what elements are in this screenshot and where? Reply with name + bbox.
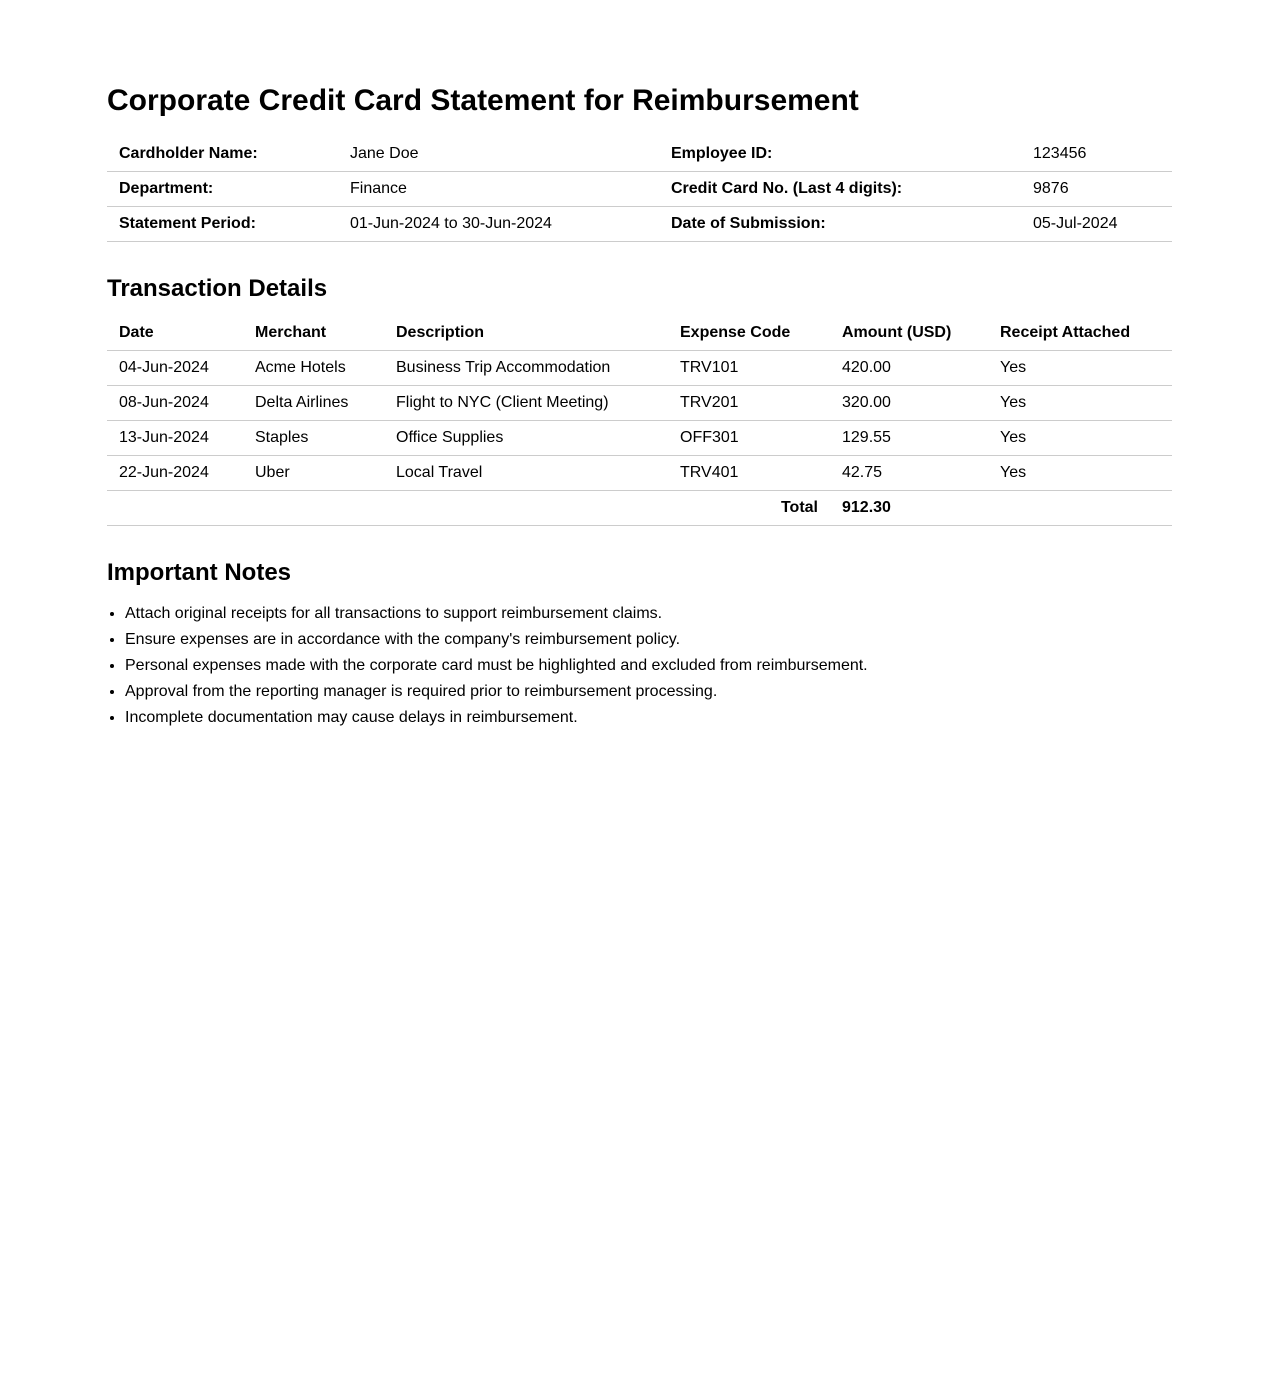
tx-date: 08-Jun-2024 xyxy=(107,386,243,421)
tx-description: Office Supplies xyxy=(384,421,668,456)
transactions-heading: Transaction Details xyxy=(107,274,328,302)
column-header-amount: Amount (USD) xyxy=(830,316,988,351)
tx-date: 13-Jun-2024 xyxy=(107,421,243,456)
tx-amount: 129.55 xyxy=(830,421,988,456)
table-row xyxy=(107,421,1172,456)
info-row xyxy=(107,137,1172,172)
statement-info-table xyxy=(107,137,1172,242)
tx-merchant: Acme Hotels xyxy=(243,351,384,386)
tx-date: 04-Jun-2024 xyxy=(107,351,243,386)
tx-date: 22-Jun-2024 xyxy=(107,456,243,491)
tx-receipt-attached: Yes xyxy=(988,386,1172,421)
info-label-statement-period: Statement Period: xyxy=(107,206,338,241)
tx-receipt-attached: Yes xyxy=(988,351,1172,386)
info-value-department: Finance xyxy=(338,171,659,206)
column-header-expense-code: Expense Code xyxy=(668,316,830,351)
tx-merchant: Delta Airlines xyxy=(243,386,384,421)
info-row xyxy=(107,206,1172,241)
column-header-receipt-attached: Receipt Attached xyxy=(988,316,1172,351)
tx-receipt-attached: Yes xyxy=(988,456,1172,491)
total-row xyxy=(107,491,1172,526)
column-header-description: Description xyxy=(384,316,668,351)
tx-expense-code: TRV101 xyxy=(668,351,830,386)
tx-amount: 320.00 xyxy=(830,386,988,421)
total-value: 912.30 xyxy=(830,491,988,526)
column-header-merchant: Merchant xyxy=(243,316,384,351)
note-item: • Personal expenses made with the corporate card must be highlighted and excluded from reimbursement. xyxy=(125,653,1172,679)
note-item: • Incomplete documentation may cause delays in reimbursement. xyxy=(125,705,1172,731)
tx-description: Flight to NYC (Client Meeting) xyxy=(384,386,668,421)
table-row xyxy=(107,386,1172,421)
info-value-statement-period: 01-Jun-2024 to 30-Jun-2024 xyxy=(338,206,659,241)
info-label-employee-id: Employee ID: xyxy=(659,137,1021,172)
note-item: • Ensure expenses are in accordance with the company's reimbursement policy. xyxy=(125,627,1172,653)
table-row xyxy=(107,456,1172,491)
transactions-table xyxy=(107,316,1172,526)
info-value-cardholder-name: Jane Doe xyxy=(338,137,659,172)
tx-description: Local Travel xyxy=(384,456,668,491)
info-label-department: Department: xyxy=(107,171,338,206)
total-label: Total xyxy=(107,491,830,526)
info-label-cardholder-name: Cardholder Name: xyxy=(107,137,338,172)
tx-receipt-attached: Yes xyxy=(988,421,1172,456)
info-label-submission-date: Date of Submission: xyxy=(659,206,1021,241)
table-row xyxy=(107,351,1172,386)
info-value-card-number: 9876 xyxy=(1021,171,1172,206)
note-item: • Attach original receipts for all transactions to support reimbursement claims. xyxy=(125,601,1172,627)
tx-expense-code: TRV401 xyxy=(668,456,830,491)
transactions-header-row xyxy=(107,316,1172,351)
notes-heading: Important Notes xyxy=(107,559,292,587)
document-page xyxy=(107,84,1172,1384)
info-label-card-number: Credit Card No. (Last 4 digits): xyxy=(659,171,1021,206)
tx-expense-code: OFF301 xyxy=(668,421,830,456)
tx-expense-code: TRV201 xyxy=(668,386,830,421)
tx-amount: 420.00 xyxy=(830,351,988,386)
tx-merchant: Staples xyxy=(243,421,384,456)
info-row xyxy=(107,171,1172,206)
info-value-employee-id: 123456 xyxy=(1021,137,1172,172)
tx-amount: 42.75 xyxy=(830,456,988,491)
column-header-date: Date xyxy=(107,316,243,351)
note-item: • Approval from the reporting manager is required prior to reimbursement processing. xyxy=(125,679,1172,705)
info-value-submission-date: 05-Jul-2024 xyxy=(1021,206,1172,241)
total-row-empty-cell xyxy=(988,491,1172,526)
notes-list xyxy=(107,601,1172,731)
page-title: Corporate Credit Card Statement for Reimbursement xyxy=(107,84,859,117)
tx-merchant: Uber xyxy=(243,456,384,491)
tx-description: Business Trip Accommodation xyxy=(384,351,668,386)
